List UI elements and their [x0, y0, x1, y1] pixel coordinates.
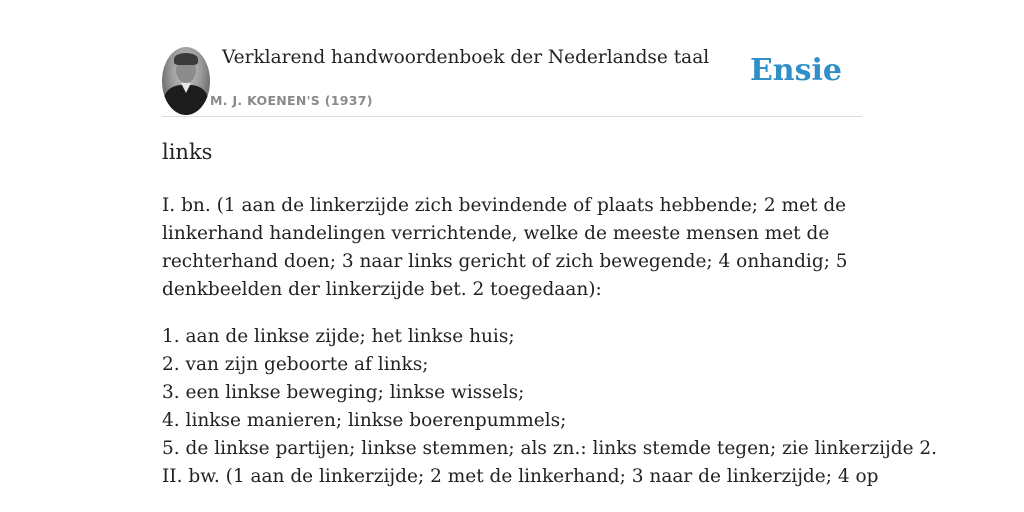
dictionary-header	[162, 46, 862, 117]
definition-line: rechterhand doen; 3 naar links gericht of zich bewegende; 4 onhandig; 5	[162, 251, 848, 272]
book-title[interactable]: Verklarend handwoordenboek der Nederlandse taal	[222, 47, 710, 68]
example-item: 5. de linkse partijen; linkse stemmen; als zn.: links stemde tegen; zie linkerzijde 2.	[162, 438, 938, 459]
ensie-logo-link[interactable]: Ensie	[749, 53, 842, 88]
example-item: 1. aan de linkse zijde; het linkse huis;	[162, 326, 515, 347]
author-label: M. J. KOENEN'S (1937)	[210, 93, 373, 108]
entry-headword: links	[162, 140, 213, 164]
example-item: 4. linkse manieren; linkse boerenpummels;	[162, 410, 567, 431]
section-two-line: II. bw. (1 aan de linkerzijde; 2 met de linkerhand; 3 naar de linkerzijde; 4 op	[162, 466, 879, 487]
portrait-icon	[162, 47, 210, 115]
definition-line: linkerhand handelingen verrichtende, welke de meeste mensen met de	[162, 223, 830, 244]
examples-list	[162, 323, 938, 463]
example-item: 3. een linkse beweging; linkse wissels;	[162, 382, 525, 403]
definition-paragraph	[162, 192, 862, 304]
entry-content	[162, 192, 938, 491]
definition-line: denkbeelden der linkerzijde bet. 2 toegedaan):	[162, 279, 602, 300]
definition-line: I. bn. (1 aan de linkerzijde zich bevindende of plaats hebbende; 2 met de	[162, 195, 847, 216]
example-item: 2. van zijn geboorte af links;	[162, 354, 429, 375]
